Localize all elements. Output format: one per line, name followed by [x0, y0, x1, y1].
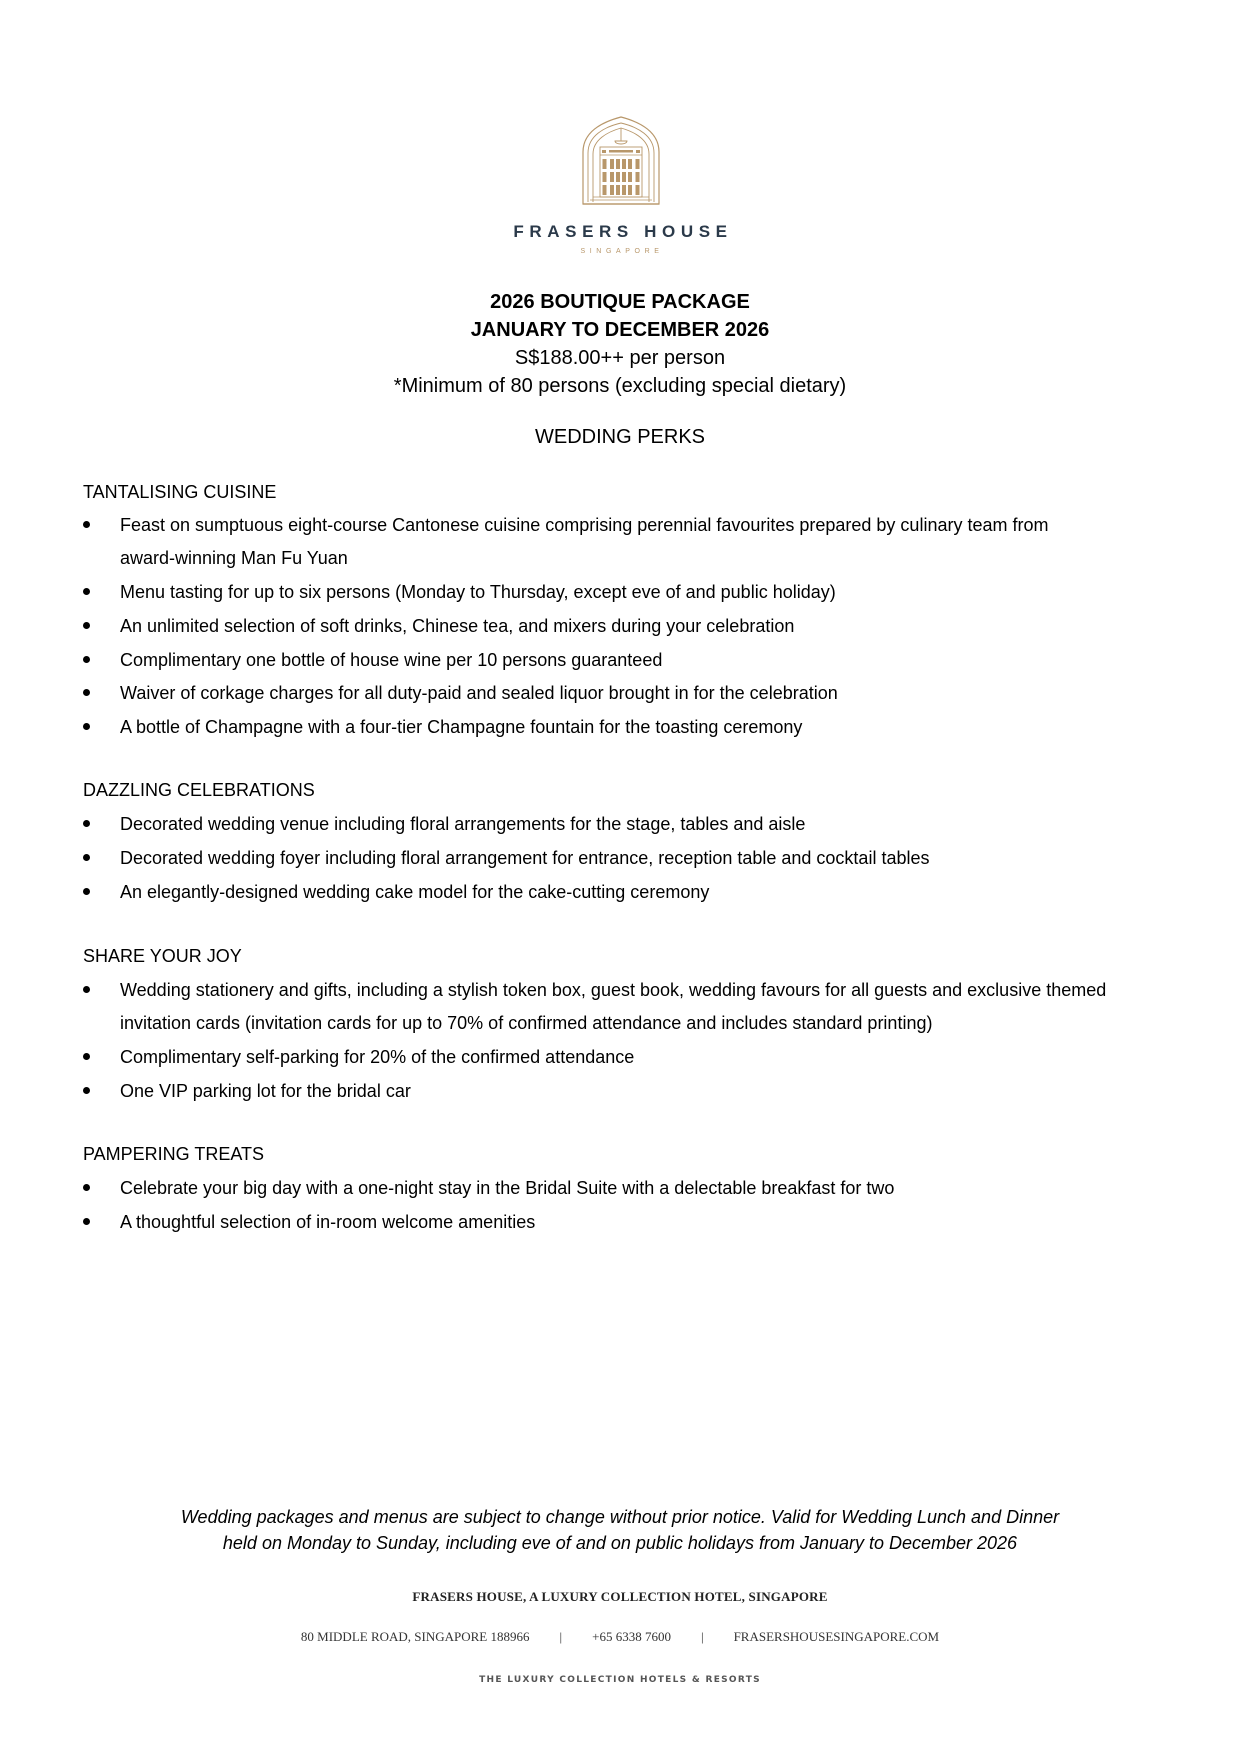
bullet-icon: [83, 521, 90, 528]
hotel-name: FRASERS HOUSE, A LUXURY COLLECTION HOTEL, SINGAPORE: [412, 1589, 828, 1604]
arched-window-icon: [580, 114, 662, 206]
list-item: Menu tasting for up to six persons (Monday to Thursday, except eve of and public holiday): [120, 582, 836, 602]
package-title: 2026 BOUTIQUE PACKAGE: [490, 291, 750, 313]
list-item: Complimentary self-parking for 20% of the confirmed attendance: [120, 1047, 635, 1067]
wedding-perks-title: WEDDING PERKS: [534, 426, 706, 448]
list-item: Complimentary one bottle of house wine per 10 persons guaranteed: [120, 650, 663, 670]
list-item: Decorated wedding venue including floral arrangements for the stage, tables and aisle: [120, 814, 806, 834]
bullet-icon: [83, 689, 90, 696]
bullet-icon: [83, 588, 90, 595]
phone-link[interactable]: +65 6338 7600: [592, 1629, 671, 1644]
contact-row: [0, 1629, 1240, 1645]
bullet-icon: [83, 1184, 90, 1191]
bullet-icon: [83, 1053, 90, 1060]
separator: |: [700, 1629, 704, 1644]
brand-location: SINGAPORE: [580, 248, 664, 255]
terms-note-line: Wedding packages and menus are subject to change without prior notice. Valid for Wedding Lunch and Dinner: [180, 1507, 1060, 1527]
list-item: One VIP parking lot for the bridal car: [120, 1081, 411, 1101]
list-item: Waiver of corkage charges for all duty-paid and sealed liquor brought in for the celebration: [120, 683, 838, 703]
bullet-icon: [83, 1218, 90, 1225]
brand-collection-line: THE LUXURY COLLECTION HOTELS & RESORTS: [479, 1675, 761, 1685]
package-price: S$188.00++ per person: [514, 347, 726, 369]
list-item: A bottle of Champagne with a four-tier Champagne fountain for the toasting ceremony: [120, 717, 803, 737]
section-heading-dazzling-celebrations: DAZZLING CELEBRATIONS: [83, 780, 315, 800]
list-item: A thoughtful selection of in-room welcome amenities: [120, 1212, 536, 1232]
bullet-icon: [83, 723, 90, 730]
bullet-icon: [83, 622, 90, 629]
minimum-guests-note: *Minimum of 80 persons (excluding special dietary): [393, 375, 847, 397]
list-item: Celebrate your big day with a one-night stay in the Bridal Suite with a delectable breakfast for two: [120, 1178, 895, 1198]
package-period: JANUARY TO DECEMBER 2026: [470, 319, 770, 341]
separator: |: [559, 1629, 563, 1644]
brand-name: FRASERS HOUSE: [513, 222, 733, 241]
section-heading-share-your-joy: SHARE YOUR JOY: [83, 946, 242, 966]
list-item: An unlimited selection of soft drinks, Chinese tea, and mixers during your celebration: [120, 616, 795, 636]
list-item-continuation: invitation cards (invitation cards for up to 70% of confirmed attendance and includes standard printing): [120, 1013, 933, 1033]
section-heading-pampering-treats: PAMPERING TREATS: [83, 1144, 265, 1164]
website-link[interactable]: FRASERSHOUSESINGAPORE.COM: [733, 1629, 940, 1644]
terms-note-line: held on Monday to Sunday, including eve of and on public holidays from January to December 2026: [222, 1533, 1018, 1553]
bullet-icon: [83, 820, 90, 827]
bullet-icon: [83, 888, 90, 895]
list-item: Feast on sumptuous eight-course Cantonese cuisine comprising perennial favourites prepared by culinary team from: [120, 515, 1049, 535]
bullet-icon: [83, 854, 90, 861]
list-item-continuation: award-winning Man Fu Yuan: [120, 548, 348, 568]
address-text: 80 MIDDLE ROAD, SINGAPORE 188966: [300, 1629, 530, 1644]
list-item: Wedding stationery and gifts, including a stylish token box, guest book, wedding favours for all guests and exclusive themed: [120, 980, 1107, 1000]
bullet-icon: [83, 1087, 90, 1094]
section-heading-tantalising-cuisine: TANTALISING CUISINE: [83, 482, 277, 502]
bullet-icon: [83, 986, 90, 993]
list-item: An elegantly-designed wedding cake model for the cake-cutting ceremony: [120, 882, 710, 902]
bullet-icon: [83, 656, 90, 663]
list-item: Decorated wedding foyer including floral arrangement for entrance, reception table and cocktail tables: [120, 848, 930, 868]
